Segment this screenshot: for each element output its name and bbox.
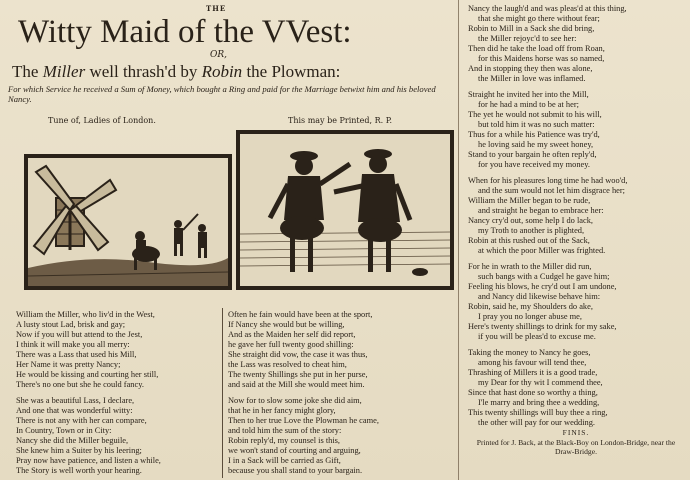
verse-line: I in a Sack will be carried as Gift, <box>228 456 341 465</box>
verse-line: for this Maidens horse was so named, <box>478 54 605 63</box>
verse-line: In Country, Town or in City: <box>16 426 112 435</box>
verse-line: Thrashing of Millers it is a good trade, <box>468 368 598 377</box>
verse-line: Nancy she did the Miller beguile, <box>16 436 129 445</box>
verse-line: When for his pleasures long time he had woo'd, <box>468 176 628 185</box>
verse-line: Now if you will but attend to the Jest, <box>16 330 143 339</box>
verse-line: The yet he would not submit to his will, <box>468 110 602 119</box>
verse-line: There was a Lass that used his Mill, <box>16 350 137 359</box>
verse-line: The Story is well worth your hearing. <box>16 466 142 475</box>
woodcut-windmill <box>24 154 232 290</box>
verse-line: and said at the Mill she would meet him. <box>228 380 365 389</box>
verse-line: She was a beautiful Lass, I declare, <box>16 396 135 405</box>
verse-line: Now for to slow some joke she did aim, <box>228 396 362 405</box>
verse-line: he loving said he my sweet honey, <box>478 140 594 149</box>
verse-line: and Nancy did likewise behave him: <box>478 292 601 301</box>
verse-line: Robin reply'd, my counsel is this, <box>228 436 341 445</box>
verse-line: Stand to your bargain he often reply'd, <box>468 150 597 159</box>
right-panel <box>462 0 688 480</box>
verse-column-b <box>228 310 454 476</box>
verse-line: Here's twenty shillings to drink for my sake, <box>468 322 617 331</box>
verse-line: Robin, said he, my Shoulders do ake, <box>468 302 593 311</box>
ballad-title: Witty Maid of the VVest: <box>18 14 352 50</box>
verse-line: Feeling his blows, he cry'd out I am undone, <box>468 282 617 291</box>
verse-line: my Dear for thy wit I commend thee, <box>478 378 603 387</box>
woodcut-fight <box>236 130 454 290</box>
verse-line: William the Miller began to be rude, <box>468 196 591 205</box>
the-heading: THE <box>206 4 227 13</box>
verse-line: and straight he began to embrace her: <box>478 206 604 215</box>
verse-line: Nancy the laugh'd and was pleas'd at this thing, <box>468 4 627 13</box>
verse-line: because you shall stand to your bargain. <box>228 466 363 475</box>
verse-line: Thus for a while his Patience was try'd, <box>468 130 600 139</box>
verse-line: She straight did vow, the case it was thus, <box>228 350 368 359</box>
verse-line: the Miller in love was inflamed. <box>478 74 586 83</box>
verse-column-a <box>16 310 226 476</box>
verse-line: if you will be pleas'd to excuse me. <box>478 332 596 341</box>
verse-line: And in stopping they then was alone, <box>468 64 593 73</box>
verse-line: Straight he invited her into the Mill, <box>468 90 589 99</box>
verse-line: Nancy cry'd out, some help I do lack, <box>468 216 594 225</box>
verse-line: and told him the sum of the story: <box>228 426 342 435</box>
verse-line: for he had a mind to be at her; <box>478 100 579 109</box>
verse-line: If Nancy she would but be willing, <box>228 320 345 329</box>
verse-line: He would be kissing and courting her still, <box>16 370 159 379</box>
verse-line: Taking the money to Nancy he goes, <box>468 348 591 357</box>
verse-line: A lusty stout Lad, brisk and gay; <box>16 320 126 329</box>
column-divider <box>458 0 459 480</box>
licence-line: This may be Printed, R. P. <box>288 116 392 125</box>
or-heading: OR, <box>210 50 228 60</box>
verse-line: And one that was wonderful witty: <box>16 406 133 415</box>
verse-line: the other will pay for our wedding. <box>478 418 595 427</box>
verse-line: Pray now have patience, and listen a while, <box>16 456 161 465</box>
verse-line: Then to her true Love the Plowman he came, <box>228 416 379 425</box>
verse-line: I pray you no longer abuse me, <box>478 312 582 321</box>
left-panel <box>6 4 458 476</box>
verse-line: for you have received my money. <box>478 160 591 169</box>
verse-line: we won't stand of courting and arguing, <box>228 446 361 455</box>
verse-line: the Miller rejoyc'd to see her: <box>478 34 577 43</box>
verse-line: and the sum would not let him disgrace her; <box>478 186 625 195</box>
verse-line: that she might go there without fear; <box>478 14 600 23</box>
verse-line: There's no one but she he could fancy. <box>16 380 144 389</box>
verse-line: William the Miller, who liv'd in the West, <box>16 310 155 319</box>
verse-column-right <box>468 4 684 456</box>
service-note: For which Service he received a Sum of Money, which bought a Ring and paid for the Marriage betwixt him and his beloved Nancy. <box>8 84 436 104</box>
verse-line: among his favour will tend thee, <box>478 358 587 367</box>
printer-imprint: Printed for J. Back, at the Black-Boy on London-Bridge, near the Draw-Bridge. <box>476 438 676 456</box>
finis-mark: FINIS. <box>562 428 590 437</box>
verse-line: he gave her full twenty good shilling: <box>228 340 354 349</box>
verse-line: Since that hast done so worthy a thing, <box>468 388 598 397</box>
tune-line: Tune of, Ladies of London. <box>48 116 156 125</box>
verse-line: There is not any with her can compare, <box>16 416 147 425</box>
verse-line: Robin at this rushed out of the Sack, <box>468 236 590 245</box>
verse-line: And as the Maiden her self did report, <box>228 330 356 339</box>
verse-line: Robin to Mill in a Sack she did bring, <box>468 24 595 33</box>
verse-line: The twenty Shillings she put in her purse, <box>228 370 368 379</box>
verse-line: I think it will make you all merry: <box>16 340 130 349</box>
verse-line: my Troth to another is plighted, <box>478 226 585 235</box>
verse-line: that he in her fancy might glory, <box>228 406 336 415</box>
verse-line: This twenty shillings will buy thee a ring, <box>468 408 608 417</box>
verse-line: Her Name it was pretty Nancy; <box>16 360 121 369</box>
verse-line: Then did he take the load off from Roan, <box>468 44 605 53</box>
verse-line: the Lass was resolved to cheat him, <box>228 360 347 369</box>
ballad-subtitle: The Miller well thrash'd by Robin the Plowman: <box>12 62 341 81</box>
verse-line: such bangs with a Cudgel he gave him; <box>478 272 610 281</box>
verse-line: Often he fain would have been at the sport, <box>228 310 373 319</box>
verse-line: I'le marry and bring thee a wedding, <box>478 398 600 407</box>
verse-line: but told him it was no such matter: <box>478 120 595 129</box>
verse-line: She knew him a Suiter by his leering; <box>16 446 142 455</box>
verse-line: For he in wrath to the Miller did run, <box>468 262 592 271</box>
verse-line: at which the poor Miller was frighted. <box>478 246 606 255</box>
